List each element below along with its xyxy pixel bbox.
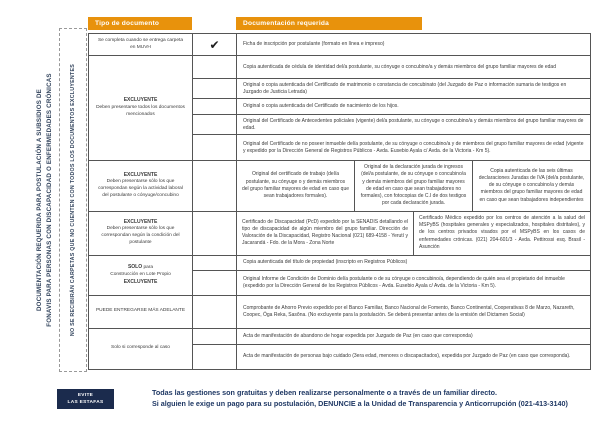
doc-cell: Original del certificado de trabajo (del/a postulante, su cónyuge o y demás miembros del grupo familiar mayores de edad en caso que sean trabajadores formales).: [242, 171, 350, 199]
doc-cell: Comprobante de Ahorro Previo expedido por el Banco Familiar, Banco Nacional de Fomento, Banco Continental, Cooperativas 8 de Marzo, Nazareth, Coopec, Óga Reka, Sasõna. (No excluyente para la postulación. Se deberá presentar antes de la emisión del Dictamen Social): [243, 304, 575, 318]
check-cell: [193, 34, 237, 55]
table-row: [193, 270, 590, 295]
side-note-text: NO SE RECIBIRÁN CARPETAS QUE NO CUENTEN CON TODOS LOS DOCUMENTOS EXCLUYENTES: [70, 63, 76, 337]
check-cell: [193, 212, 237, 255]
side-note-box: [59, 28, 87, 372]
doc-cell: Copia autenticada del título de propiedad (inscripto en Registros Públicos): [243, 259, 408, 265]
group-excluyente-todos: [89, 55, 590, 160]
footer-warning: [152, 388, 592, 410]
column-header-tipo-de-documento: Tipo de documento: [88, 17, 192, 30]
check-cell: [193, 161, 237, 211]
table-body: [88, 33, 591, 370]
group-si-corresponde: [89, 328, 590, 369]
table-row: [193, 56, 590, 78]
table-row: [193, 296, 590, 328]
table-row: [193, 98, 590, 114]
tipo-cell: Solo si corresponde al caso: [89, 329, 193, 369]
group-ficha: [89, 34, 590, 55]
doc-cell: Ficha de inscripción por postulante (formato en línea e impreso): [243, 41, 385, 47]
doc-cell: Certificado de Discapacidad (PcD) expedido por la SENADIS detallando el tipo de discapacidad de algún miembro del grupo familiar. Dirección de Valoración de la Discapacidad, Registro Nacional (021) 689-4158 - Yerutí y Jacarandá - Fdo. de la Mora - Zona Norte: [242, 218, 408, 247]
group-lote-propio: [89, 255, 590, 295]
table-row: [193, 161, 590, 211]
table-row: [193, 344, 590, 369]
badge-evite-estafas: EVITE LAS ESTAFAS: [57, 389, 114, 409]
group-mas-adelante: [89, 295, 590, 328]
footer-warning-line2: Si alguien le exige un pago para su postulación, DENUNCIE a la Unidad de Transparencia y Anticorrupción (021-413-3140): [152, 398, 568, 408]
check-cell: [193, 79, 237, 98]
check-cell: [193, 345, 237, 369]
check-cell: [193, 99, 237, 114]
check-cell: [193, 296, 237, 328]
doc-cell: Original o copia autenticada del Certificado de nacimiento de los hijos.: [243, 103, 399, 109]
table-headers: [88, 17, 591, 30]
table-row: [193, 329, 590, 344]
group-condicion-postulante: [89, 211, 590, 255]
page-title: [31, 28, 59, 372]
doc-cell: Original Informe de Condición de Dominio del/a postulante o de su cónyuge o concubino/a, dependiendo de quién sea el propietario del inmueble (expedido por la Dirección General de los Registros Públicos - Avda. Eusebio Ayala c/ Avda. de la Victoria - Km 5).: [243, 275, 565, 289]
tipo-cell: EXCLUYENTE Deben presentarse sólo los que correspondan según la condición del postulante: [89, 212, 193, 255]
doc-cell: Copia autenticada de las seis últimas declaraciones Juradas de IVA (del/a postulante, de su cónyuge o concubino/a y demás miembros del grupo familiar mayores de edad en caso que sean trabajadores independientes: [472, 161, 590, 211]
check-cell: [193, 135, 237, 160]
tipo-cell: EXCLUYENTE Deben presentarse todos los documentos mencionados: [89, 56, 193, 160]
doc-cell: Original o copia autenticada del Certificado de matrimonio o constancia de concubinato (del Juzgado de Paz o información sumaria de testigos en Juzgado de Justicia Letrada): [243, 81, 567, 95]
group-actividad-laboral: [89, 160, 590, 211]
table-row: [193, 78, 590, 98]
tipo-cell: EXCLUYENTE Deben presentarse sólo los que correspondan según la actividad laboral del postulante o cónyuge/concubino: [89, 161, 193, 211]
doc-cell: Acta de manifestación de abandono de hogar expedida por Juzgado de Paz (en caso que corresponda): [243, 332, 473, 339]
table-row: [193, 134, 590, 160]
requirements-table: [88, 17, 591, 370]
check-cell: [193, 271, 237, 295]
check-cell: [193, 56, 237, 78]
check-cell: [193, 115, 237, 134]
doc-cell: Copia autenticada de cédula de identidad del/a postulante, su cónyuge o concubino/a y demás miembros del grupo familiar mayores de edad: [243, 63, 556, 70]
doc-cell: Certificado Médico expedido por los centros de atención a la salud del MSPyBS (hospitales generales y especializados, hospitales distritales), y de los centros privados visados por el MSPyBS en los casos de enfermedades crónicas. (021) 204-601/3 - Avda. Pettirossi esq. Brasil - Asunción: [413, 212, 590, 255]
tipo-cell: PUEDE ENTREGARSE MÁS ADELANTE: [89, 296, 193, 328]
tipo-cell: Se completa cuando se entrega carpeta en MUVH: [89, 34, 193, 55]
check-cell: [193, 256, 237, 270]
check-cell: [193, 329, 237, 344]
tipo-cell: SOLO para Construcción en Lote Propio EXCLUYENTE: [89, 256, 193, 295]
table-row: [193, 212, 590, 255]
page-title-line1: DOCUMENTACIÓN REQUERIDA PARA POSTULACIÓN A SUBSIDIOS DE: [36, 89, 44, 311]
checkmark-icon: ✔: [209, 37, 220, 52]
page-title-line2: FONAVIS PARA PERSONAS CON DISCAPACIDAD O ENFERMEDADES CRÓNICAS: [46, 73, 53, 327]
table-row: [193, 34, 590, 55]
table-row: [193, 114, 590, 134]
column-header-documentacion-requerida: Documentación requerida: [236, 17, 422, 30]
doc-cell: Original de la declaración jurada de ingresos (del/a postulante, de su cónyuge o concubino/a y demás miembros del grupo familiar mayores de edad en caso que sean trabajadores no formales), con fotocopias de C.I de dos testigos por cada declaración jurada.: [354, 161, 472, 211]
doc-cell: Original del Certificado de no poseer inmueble del/a postulante, de su cónyuge o concubino/a y de miembros del grupo familiar mayores de edad (vigente y expedido por la Dirección General de Registros Públicos - Avda. Eusebio Ayala c/ Avda. de la Victoria - Km 5).: [243, 140, 584, 154]
doc-cell: Original del Certificado de Antecedentes policiales (vigente) del/a postulante, su cónyuge o concubino/a y demás miembros del grupo familiar mayores de edad.: [243, 117, 584, 131]
footer-warning-line1: Todas las gestiones son gratuitas y deben realizarse personalmente o a través de un familiar directo.: [152, 388, 497, 397]
table-row: [193, 256, 590, 270]
doc-cell: Acta de manifestación de personas bajo cuidado (3era edad, menores o discapacitados), expedida por Juzgado de Paz (en caso que corresponda).: [243, 353, 571, 359]
